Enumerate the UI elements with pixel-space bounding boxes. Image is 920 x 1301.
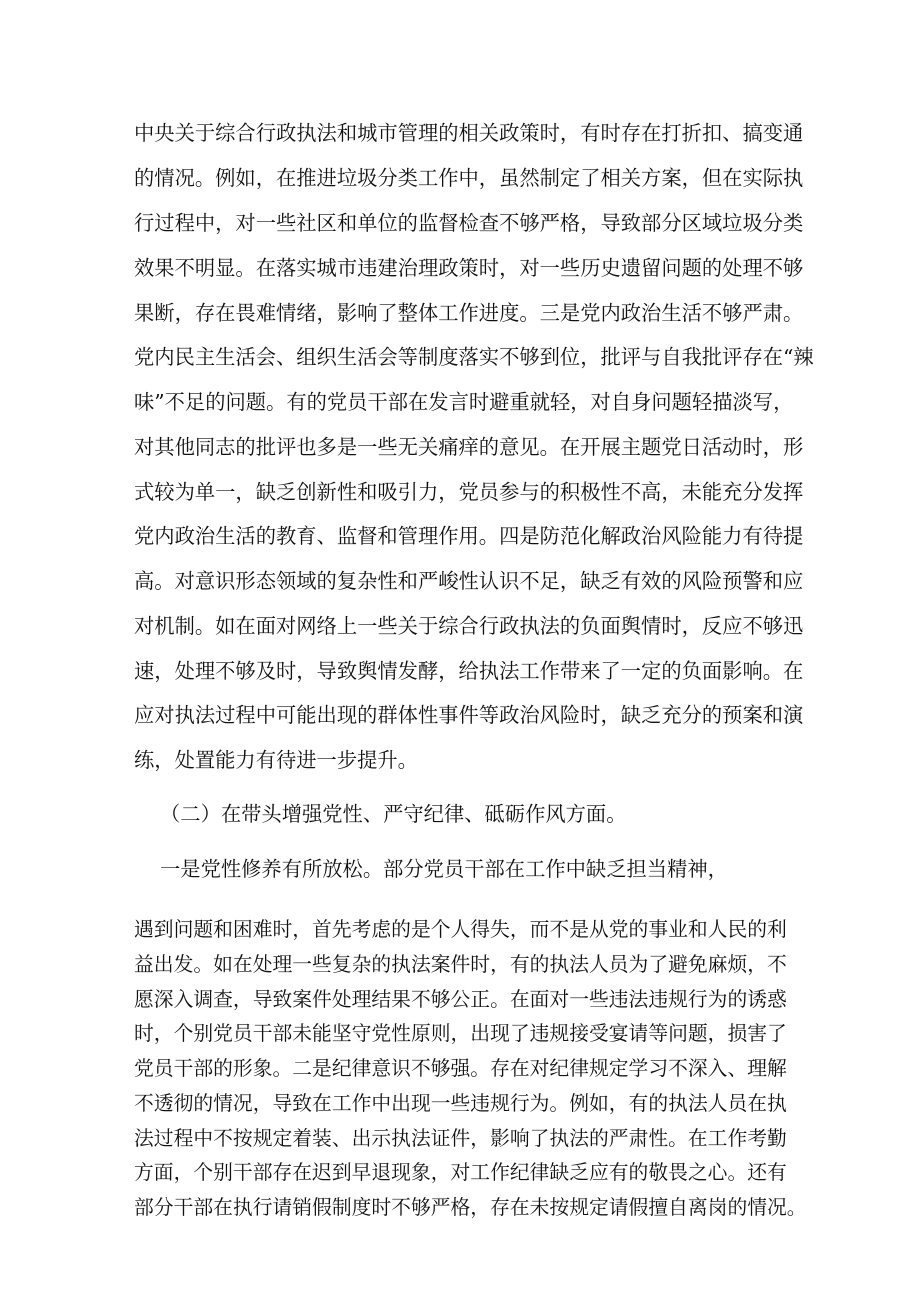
text-line: 方面，个别干部存在迟到早退现象，对工作纪律缺乏应有的敬畏之心。还有: [134, 1161, 787, 1184]
text-line: 的情况。例如，在推进垃圾分类工作中，虽然制定了相关方案，但在实际执: [134, 166, 804, 190]
text-line: 对机制。如在面对网络上一些关于综合行政执法的负面舆情时，反应不够迅: [134, 614, 804, 638]
text-line: 效果不明显。在落实城市违建治理政策时，对一些历史遗留问题的处理不够: [134, 256, 804, 280]
text-line: 高。对意识形态领域的复杂性和严峻性认识不足，缺乏有效的风险预警和应: [134, 569, 804, 593]
text-line: 愿深入调查，导致案件处理结果不够公正。在面对一些违法违规行为的诱惑: [134, 988, 787, 1011]
text-line: 练，处置能力有待进一步提升。: [134, 748, 418, 772]
text-line: 速，处理不够及时，导致舆情发酵，给执法工作带来了一定的负面影响。在: [134, 659, 804, 683]
section-two-first-line: 一是党性修养有所放松。部分党员干部在工作中缺乏担当精神，: [160, 857, 728, 881]
text-line: 不透彻的情况，导致在工作中出现一些违规行为。例如，有的执法人员在执: [134, 1092, 787, 1115]
text-line: 法过程中不按规定着装、出示执法证件，影响了执法的严肃性。在工作考勤: [134, 1127, 787, 1150]
text-line: 部分干部在执行请销假制度时不够严格，存在未按规定请假擅自离岗的情况。: [134, 1196, 807, 1219]
text-line: 时，个别党员干部未能坚守党性原则，出现了违规接受宴请等问题，损害了: [134, 1022, 787, 1045]
text-line: 对其他同志的批评也多是一些无关痛痒的意见。在开展主题党日活动时，形: [134, 435, 804, 459]
text-line: 党员干部的形象。二是纪律意识不够强。存在对纪律规定学习不深入、理解: [134, 1057, 787, 1080]
text-line: 党内政治生活的教育、监督和管理作用。四是防范化解政治风险能力有待提: [134, 524, 804, 548]
section-two-heading: （二）在带头增强党性、严守纪律、砥砺作风方面。: [160, 802, 627, 826]
text-line: 行过程中，对一些社区和单位的监督检查不够严格，导致部分区域垃圾分类: [134, 211, 804, 235]
text-line: 益出发。如在处理一些复杂的执法案件时，有的执法人员为了避免麻烦，不: [134, 953, 787, 976]
text-line: 味”不足的问题。有的党员干部在发言时避重就轻，对自身问题轻描淡写，: [134, 390, 794, 414]
text-line: 果断，存在畏难情绪，影响了整体工作进度。三是党内政治生活不够严肃。: [134, 301, 804, 325]
text-line: 应对执法过程中可能出现的群体性事件等政治风险时，缺乏充分的预案和演: [134, 703, 804, 727]
text-line: 中央关于综合行政执法和城市管理的相关政策时，有时存在打折扣、搞变通: [134, 121, 804, 145]
text-line: 党内民主生活会、组织生活会等制度落实不够到位，批评与自我批评存在“辣: [134, 345, 814, 369]
text-line: 遇到问题和困难时，首先考虑的是个人得失，而不是从党的事业和人民的利: [134, 918, 787, 941]
text-line: 式较为单一，缺乏创新性和吸引力，党员参与的积极性不高，未能充分发挥: [134, 480, 804, 504]
